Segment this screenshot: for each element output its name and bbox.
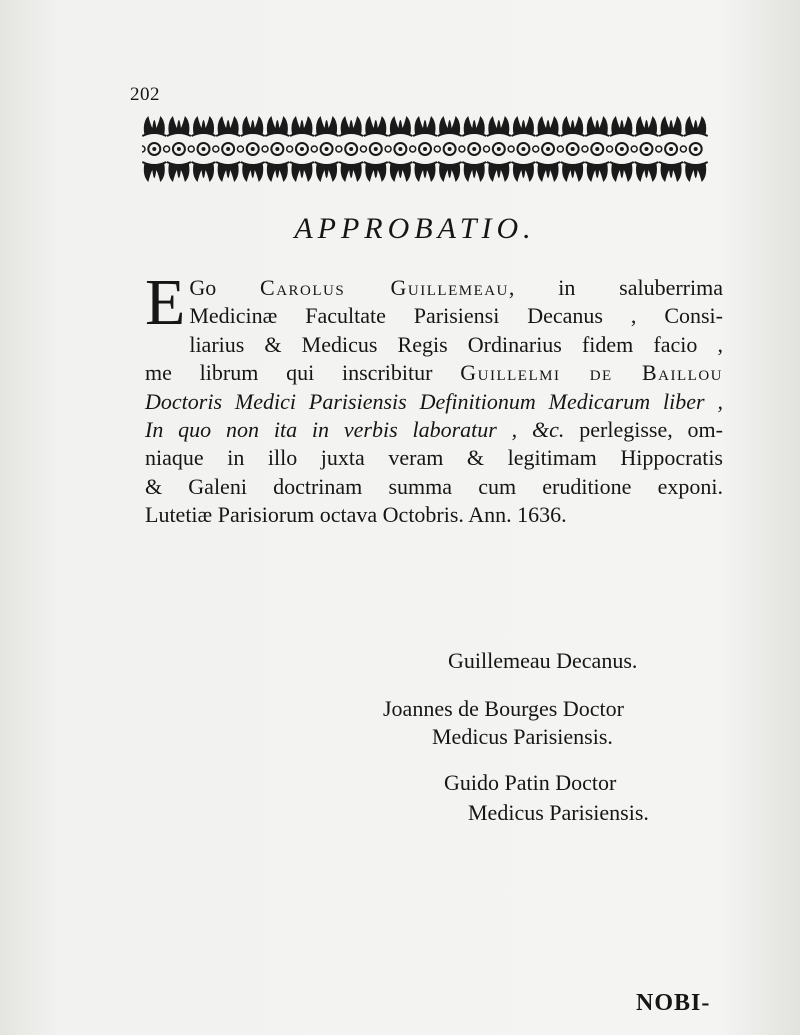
signature-patin-name: Guido Patin Doctor [444, 770, 617, 795]
text-line-6: In quo non ita in verbis laboratur , &c. perlegisse, om- [145, 417, 723, 443]
floral-border-ornament [142, 108, 708, 190]
signature-bourges-name: Joannes de Bourges Doctor [383, 696, 624, 721]
page-title: APPROBATIO. [294, 212, 536, 245]
drop-cap: E [145, 266, 186, 339]
text-line-2: Medicinæ Facultate Parisiensi Decanus , Consi- [189, 303, 723, 329]
signature-guillemeau: Guillemeau Decanus. [448, 648, 638, 673]
text-line-1: Go Carolus Guillemeau, in saluberrima [189, 275, 723, 300]
text-line-3: liarius & Medicus Regis Ordinarius fidem facio , [189, 331, 723, 357]
signature-patin-title: Medicus Parisiensis. [468, 800, 649, 825]
text-line-7: niaque in illo juxta veram & legitimam Hippocratis [145, 445, 723, 471]
catchword: NOBI- [636, 990, 711, 1016]
text-line-8: & Galeni doctrinam summa cum eruditione exponi. [145, 473, 723, 499]
page-number: 202 [130, 84, 160, 105]
approbation-text [145, 266, 723, 530]
signature-bourges-title: Medicus Parisiensis. [432, 724, 613, 749]
text-line-4: me librum qui inscribitur Guillelmi de Baillou [145, 360, 723, 386]
text-line-5: Doctoris Medici Parisiensis Definitionum Medicarum liber , [145, 388, 723, 414]
text-line-9: Lutetiæ Parisiorum octava Octobris. Ann. 1636. [145, 502, 567, 528]
